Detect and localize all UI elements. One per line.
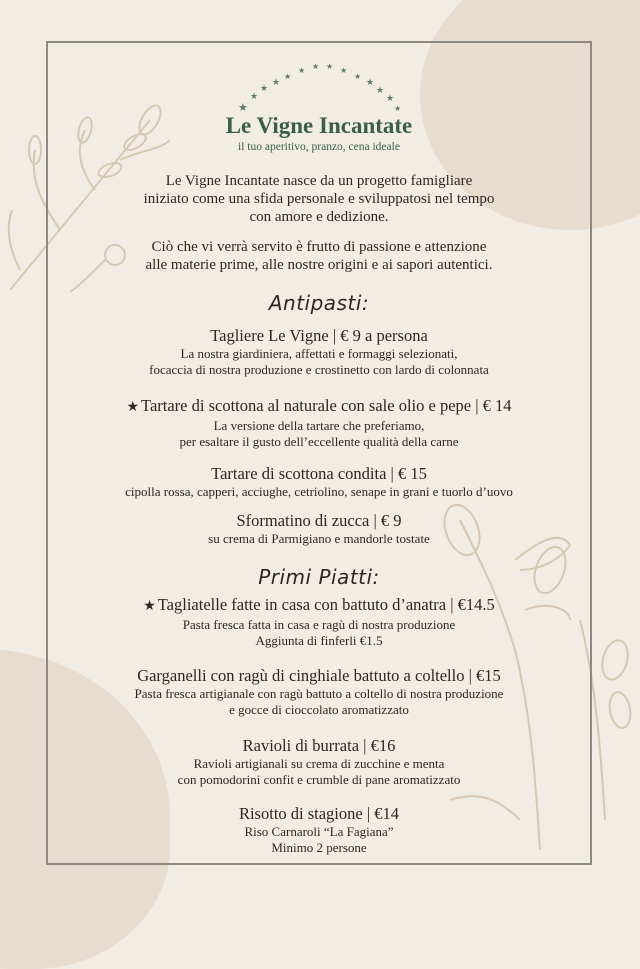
stars-arc-icon xyxy=(236,53,406,113)
menu-item xyxy=(46,736,592,788)
dish-description: La nostra giardiniera, affettati e formaggi selezionati, xyxy=(180,346,458,361)
dish-description: per esaltare il gusto dell’eccellente qualità della carne xyxy=(179,434,459,449)
menu-item xyxy=(46,666,592,718)
menu-page xyxy=(46,41,592,865)
dish-description: cipolla rossa, capperi, acciughe, cetriolino, senape in grani e tuorlo d’uovo xyxy=(125,484,513,499)
svg-text:★: ★ xyxy=(238,101,248,113)
svg-text:★: ★ xyxy=(376,86,385,96)
intro-paragraph-2 xyxy=(46,238,592,274)
intro-line: alle materie prime, alle nostre origini e ai sapori autentici. xyxy=(145,257,493,273)
restaurant-subtitle: il tuo aperitivo, pranzo, cena ideale xyxy=(238,141,400,153)
dish-description: La versione della tartare che preferiamo, xyxy=(213,418,425,433)
svg-text:★: ★ xyxy=(366,78,375,88)
dish-description: su crema di Parmigiano e mandorle tostate xyxy=(208,531,430,546)
svg-text:★: ★ xyxy=(386,94,395,104)
dish-name: Tartare di scottona al naturale con sale olio e pepe | € 14 xyxy=(141,396,512,415)
svg-text:★: ★ xyxy=(284,72,292,81)
svg-text:★: ★ xyxy=(340,66,348,75)
menu-item xyxy=(46,326,592,378)
section-heading-antipasti: Antipasti: xyxy=(268,291,370,315)
menu-item xyxy=(46,396,592,450)
svg-text:★: ★ xyxy=(326,62,334,71)
svg-text:★: ★ xyxy=(260,84,269,94)
menu-item xyxy=(46,511,592,547)
dish-description: Aggiunta di finferli €1.5 xyxy=(255,633,383,648)
section-heading-primi: Primi Piatti: xyxy=(258,565,380,589)
dish-name: Tartare di scottona condita | € 15 xyxy=(211,464,427,483)
svg-text:★: ★ xyxy=(394,104,402,113)
svg-text:★: ★ xyxy=(354,72,362,81)
dish-name: Tagliatelle fatte in casa con battuto d’anatra | €14.5 xyxy=(157,595,495,614)
dish-description: con pomodorini confit e crumble di pane aromatizzato xyxy=(177,772,461,787)
menu-item xyxy=(46,595,592,649)
dish-name: Ravioli di burrata | €16 xyxy=(242,736,396,755)
dish-name: Risotto di stagione | €14 xyxy=(238,804,400,823)
intro-line: con amore e dedizione. xyxy=(249,209,389,225)
menu-item xyxy=(46,464,592,500)
svg-text:★: ★ xyxy=(312,62,320,71)
dish-description: Riso Carnaroli “La Fagiana” xyxy=(244,824,394,839)
svg-text:★: ★ xyxy=(298,66,306,75)
dish-description: e gocce di cioccolato aromatizzato xyxy=(229,702,409,717)
restaurant-title: Le Vigne Incantate xyxy=(225,113,413,138)
intro-paragraph-1 xyxy=(46,172,592,226)
svg-text:★: ★ xyxy=(250,92,259,102)
dish-description: Pasta fresca fatta in casa e ragù di nostra produzione xyxy=(182,617,456,632)
dish-description: focaccia di nostra produzione e crostinetto con lardo di colonnata xyxy=(149,362,489,377)
intro-line: iniziato come una sfida personale e sviluppatosi nel tempo xyxy=(143,191,495,207)
intro-line: Ciò che vi verrà servito è frutto di passione e attenzione xyxy=(151,239,487,255)
dish-description: Ravioli artigianali su crema di zucchine e menta xyxy=(193,756,445,771)
dish-name: Garganelli con ragù di cinghiale battuto a coltello | €15 xyxy=(137,666,501,685)
intro-line: Le Vigne Incantate nasce da un progetto famigliare xyxy=(165,173,473,189)
svg-text:★: ★ xyxy=(272,78,281,88)
dish-name: Sformatino di zucca | € 9 xyxy=(236,511,402,530)
menu-item xyxy=(46,804,592,856)
dish-description: Minimo 2 persone xyxy=(271,840,367,855)
dish-name: Tagliere Le Vigne | € 9 a persona xyxy=(210,326,428,345)
star-icon: ★ xyxy=(126,400,140,415)
star-icon: ★ xyxy=(143,599,156,614)
dish-description: Pasta fresca artigianale con ragù battuto a coltello di nostra produzione xyxy=(134,686,504,701)
